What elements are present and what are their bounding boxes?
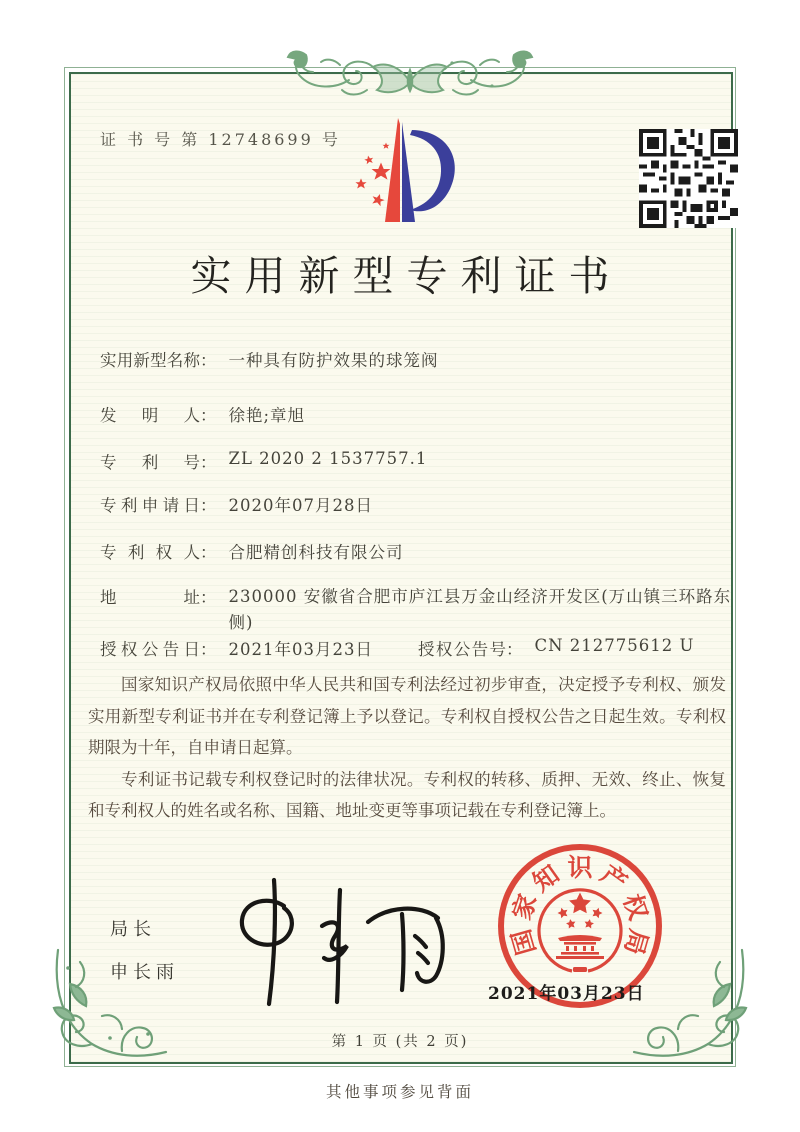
seal-date: 2021年03月23日 xyxy=(488,984,645,1004)
field-colon: ： xyxy=(200,406,217,425)
field-value: CN 212775612 U xyxy=(534,636,695,655)
field-label: 授权公告号 xyxy=(418,640,506,659)
field-colon: ： xyxy=(200,543,217,562)
field-value: 2020年07月28日 xyxy=(228,496,373,515)
seal-char: 知 xyxy=(527,859,565,898)
field-inventor xyxy=(100,402,305,426)
certificate-number: 证 书 号 第 12748699 号 xyxy=(100,130,341,149)
top-dragon-ornament xyxy=(282,44,538,108)
logo-wedge xyxy=(385,118,415,222)
seal-char: 家 xyxy=(506,890,543,924)
field-label: 发明人 xyxy=(100,406,200,425)
seal-char: 国 xyxy=(506,926,542,959)
field-utility-model-name xyxy=(100,347,439,371)
field-filing-date xyxy=(100,492,373,516)
officer-block xyxy=(110,915,179,984)
cnipa-logo-icon xyxy=(336,110,476,238)
field-value: 一种具有防护效果的球笼阀 xyxy=(228,351,439,370)
field-colon: ： xyxy=(200,351,217,370)
logo-p-bowl xyxy=(410,130,455,211)
field-label: 专利号 xyxy=(100,453,200,472)
field-label: 专利申请日 xyxy=(100,496,200,515)
seal-char: 识 xyxy=(567,853,593,882)
qr-code xyxy=(639,129,738,228)
seal-char: 权 xyxy=(617,890,654,924)
dragon-flourish-right xyxy=(288,51,532,94)
field-value: 徐艳;章旭 xyxy=(228,406,306,425)
field-value: 2021年03月23日 xyxy=(228,640,373,659)
field-colon: ： xyxy=(200,453,217,472)
seal-char: 局 xyxy=(618,926,654,959)
field-patent-number xyxy=(100,449,427,473)
officer-title: 局长 xyxy=(110,919,156,940)
field-label: 实用新型名称 xyxy=(100,351,200,370)
certificate-title: 实用新型专利证书 xyxy=(190,252,623,300)
legal-paragraph-2: 专利证书记载专利权登记时的法律状况。专利权的转移、质押、无效、终止、恢复和专利权人的姓名或名称、国籍、地址变更等事项记载在专利登记簿上。 xyxy=(88,769,726,820)
field-patentee xyxy=(100,539,404,563)
logo-stars xyxy=(355,143,390,207)
field-colon: ： xyxy=(506,640,523,659)
director-signature xyxy=(222,876,447,1011)
field-value: 合肥精创科技有限公司 xyxy=(228,543,404,562)
field-label: 地址 xyxy=(100,588,200,607)
field-grant-number xyxy=(418,636,694,660)
page-indicator: 第 1 页 (共 2 页) xyxy=(331,1034,469,1050)
field-colon: ： xyxy=(200,640,217,659)
seal-char: 产 xyxy=(595,859,633,898)
field-address xyxy=(100,584,737,636)
field-value: ZL 2020 2 1537757.1 xyxy=(228,449,428,468)
seal-national-emblem xyxy=(539,890,621,972)
seal-content xyxy=(506,853,653,972)
legal-paragraph-1: 国家知识产权局依照中华人民共和国专利法经过初步审查，决定授予专利权、颁发实用新型专利证书并在专利登记簿上予以登记。专利权自授权公告之日起生效。专利权期限为十年，自申请日起算。 xyxy=(88,675,726,757)
field-label: 授权公告日 xyxy=(100,640,200,659)
field-value: 230000 安徽省合肥市庐江县万金山经济开发区(万山镇三环路东侧) xyxy=(228,587,732,632)
officer-name: 申长雨 xyxy=(110,962,179,983)
field-label: 专利权人 xyxy=(100,543,200,562)
back-note: 其他事项参见背面 xyxy=(325,1083,474,1101)
field-colon: ： xyxy=(200,588,217,607)
signature-strokes xyxy=(242,880,443,1004)
field-colon: ： xyxy=(200,496,217,515)
field-grant-date-and-number xyxy=(100,636,695,660)
legal-text xyxy=(88,669,726,827)
